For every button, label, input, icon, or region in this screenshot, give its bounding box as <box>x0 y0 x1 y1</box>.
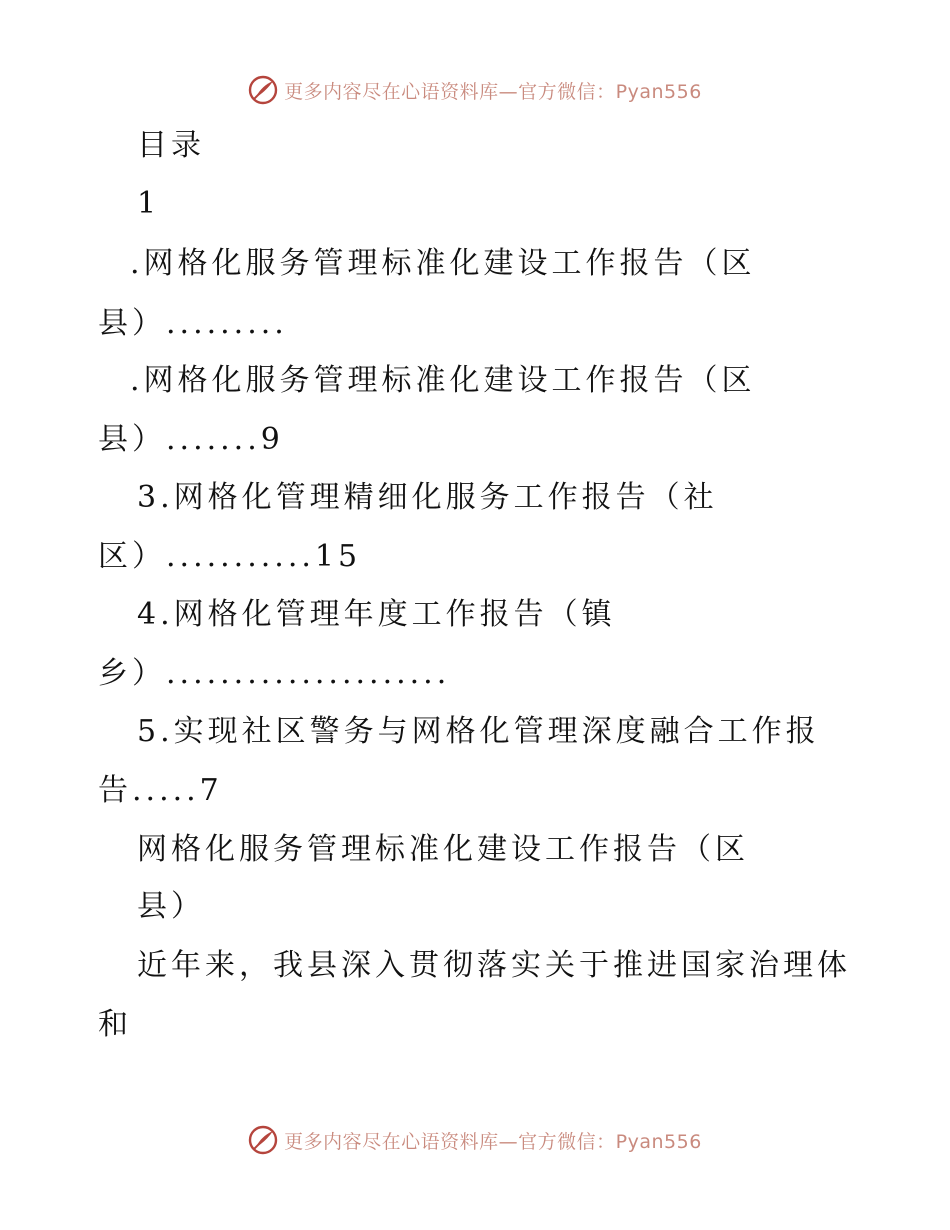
toc-line: 4.网格化管理年度工作报告（镇 <box>137 597 616 632</box>
toc-line: 1 <box>137 186 161 221</box>
toc-line: 县）......... <box>98 306 288 341</box>
footer-banner <box>0 1120 950 1160</box>
section-heading: 县） <box>137 889 205 924</box>
toc-line: 3.网格化管理精细化服务工作报告（社 <box>137 480 718 515</box>
section-heading: 网格化服务管理标准化建设工作报告（区 <box>137 832 749 867</box>
toc-line: .网格化服务管理标准化建设工作报告（区 <box>130 246 756 281</box>
toc-line: 5.实现社区警务与网格化管理深度融合工作报 <box>137 714 820 749</box>
header-banner-text: 更多内容尽在心语资料库—官方微信：Pyan556 <box>284 80 702 103</box>
body-paragraph: 近年来，我县深入贯彻落实关于推进国家治理体 <box>137 948 851 983</box>
header-banner <box>0 70 950 110</box>
toc-line: 县）.......9 <box>98 422 284 457</box>
body-paragraph: 和 <box>98 1007 132 1042</box>
quill-logo-icon <box>248 1125 278 1155</box>
quill-logo-icon <box>248 75 278 105</box>
toc-title: 目录 <box>137 128 205 163</box>
toc-line: 乡）..................... <box>98 656 451 691</box>
footer-banner-text: 更多内容尽在心语资料库—官方微信：Pyan556 <box>284 1130 702 1153</box>
toc-line: 区）...........15 <box>98 539 362 574</box>
toc-line: .网格化服务管理标准化建设工作报告（区 <box>130 363 756 398</box>
toc-line: 告.....7 <box>98 773 223 808</box>
